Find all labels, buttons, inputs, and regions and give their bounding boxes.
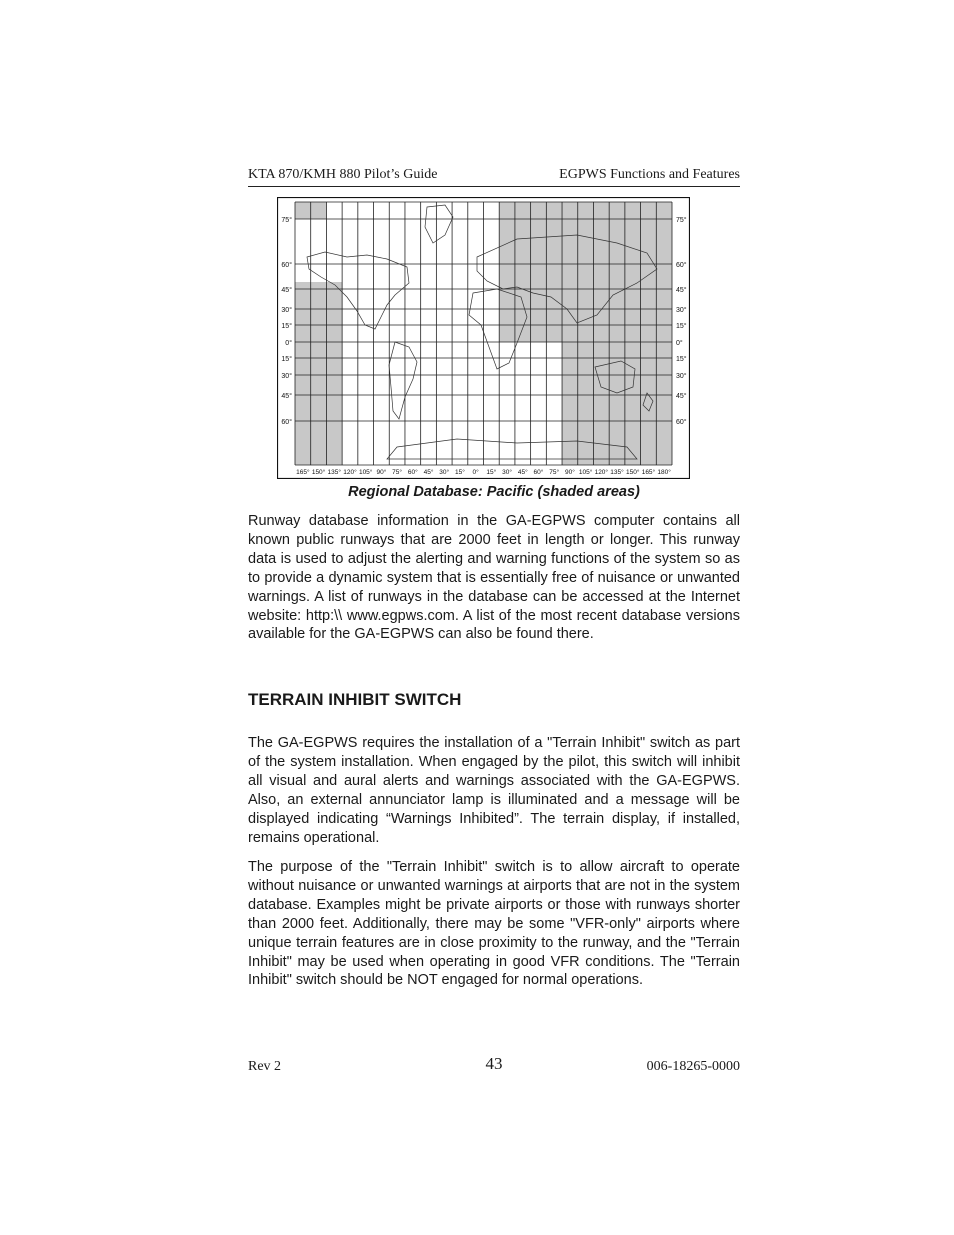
world-map-figure xyxy=(277,197,690,479)
page-header xyxy=(248,166,740,187)
paragraph-terrain-inhibit-1: The GA-EGPWS requires the installation of a "Terrain Inhibit" switch as part of the system installation. When engaged by the pilot, this switch will inhibit all visual and aural alerts and warnings associated with the GA-EGPWS. Also, an external annunciator lamp is illuminated and a message will be displayed indicating “Warnings Inhibited”. The terrain display, if installed, remains operational. xyxy=(248,735,740,846)
latitude-label-right: 60° xyxy=(676,262,687,269)
latitude-label-right: 75° xyxy=(676,217,687,224)
longitude-label: 90° xyxy=(564,469,575,476)
longitude-label: 60° xyxy=(407,469,418,476)
longitude-label: 150° xyxy=(626,469,640,476)
footer-revision: Rev 2 xyxy=(248,1059,282,1074)
latitude-label-right: 30° xyxy=(676,373,687,380)
longitude-label: 165° xyxy=(641,469,656,476)
longitude-label: 30° xyxy=(502,469,512,476)
latitude-label-left: 15° xyxy=(281,356,292,363)
latitude-label-left: 15° xyxy=(281,323,292,330)
longitude-label: 45° xyxy=(423,469,434,476)
paragraph-terrain-inhibit-2: The purpose of the "Terrain Inhibit" switch is to allow aircraft to operate without nuisance or unwanted warnings at airports that are not in the system database. Examples might be private airports or those with runways shorter than 2000 feet. Additionally, there may be some "VFR-only" airports where unique terrain features are in close proximity to the runway, and the "Terrain Inhibit" may be used when operating in good VFR conditions. The "Terrain Inhibit" switch should be NOT engaged for normal operations. xyxy=(248,859,740,989)
latitude-label-right: 0° xyxy=(676,340,683,347)
latitude-label-left: 30° xyxy=(281,373,292,380)
latitude-label-left: 30° xyxy=(281,307,292,314)
longitude-label: 150° xyxy=(311,469,326,476)
longitude-label: 90° xyxy=(376,469,387,476)
world-map xyxy=(277,197,690,479)
latitude-label-left: 0° xyxy=(285,340,292,347)
longitude-label: 30° xyxy=(439,469,450,476)
header-right: EGPWS Functions and Features xyxy=(559,167,740,182)
longitude-label: 0° xyxy=(472,469,479,476)
paragraph-runway-database: Runway database information in the GA-EGPWS computer contains all known public runways that are 2000 feet in length or longer. This runway data is used to adjust the alerting and warning functions of the system so as to provide a dynamic system that is essentially free of nuisance or unwanted warnings. A list of runways in the database can be accessed at the Internet website: http:\\ www.egpws.com. A list of the most recent database versions available for the GA-EGPWS can also be found there. xyxy=(248,513,740,643)
latitude-label-left: 45° xyxy=(281,287,292,294)
longitude-label: 75° xyxy=(392,469,403,476)
latitude-label-left: 60° xyxy=(281,262,292,269)
latitude-label-right: 60° xyxy=(676,419,687,426)
shaded-region xyxy=(295,282,342,465)
longitude-label: 180° xyxy=(657,469,671,476)
latitude-label-left: 75° xyxy=(281,217,292,224)
latitude-label-right: 30° xyxy=(676,307,687,314)
longitude-label: 105° xyxy=(358,469,373,476)
latitude-label-right: 15° xyxy=(676,356,687,363)
longitude-label: 45° xyxy=(517,469,528,476)
longitude-label: 15° xyxy=(455,469,465,476)
latitude-label-right: 15° xyxy=(676,323,687,330)
longitude-label: 120° xyxy=(343,469,357,476)
longitude-label: 135° xyxy=(327,469,341,476)
shaded-region xyxy=(562,202,672,465)
header-left: KTA 870/KMH 880 Pilot’s Guide xyxy=(248,167,438,182)
longitude-label: 135° xyxy=(610,469,624,476)
section-heading: TERRAIN INHIBIT SWITCH xyxy=(248,690,462,709)
figure-caption: Regional Database: Pacific (shaded areas) xyxy=(348,484,640,500)
longitude-label: 75° xyxy=(549,469,560,476)
longitude-label: 120° xyxy=(594,469,609,476)
longitude-label: 165° xyxy=(296,469,310,476)
longitude-label: 105° xyxy=(578,469,593,476)
page-footer xyxy=(248,1056,740,1080)
latitude-label-right: 45° xyxy=(676,393,687,400)
page-number: 43 xyxy=(485,1054,503,1073)
longitude-label: 15° xyxy=(486,469,497,476)
footer-document-number: 006-18265-0000 xyxy=(646,1059,740,1074)
latitude-label-left: 45° xyxy=(281,393,292,400)
latitude-label-left: 60° xyxy=(281,419,292,426)
latitude-label-right: 45° xyxy=(676,287,687,294)
longitude-label: 60° xyxy=(533,469,544,476)
